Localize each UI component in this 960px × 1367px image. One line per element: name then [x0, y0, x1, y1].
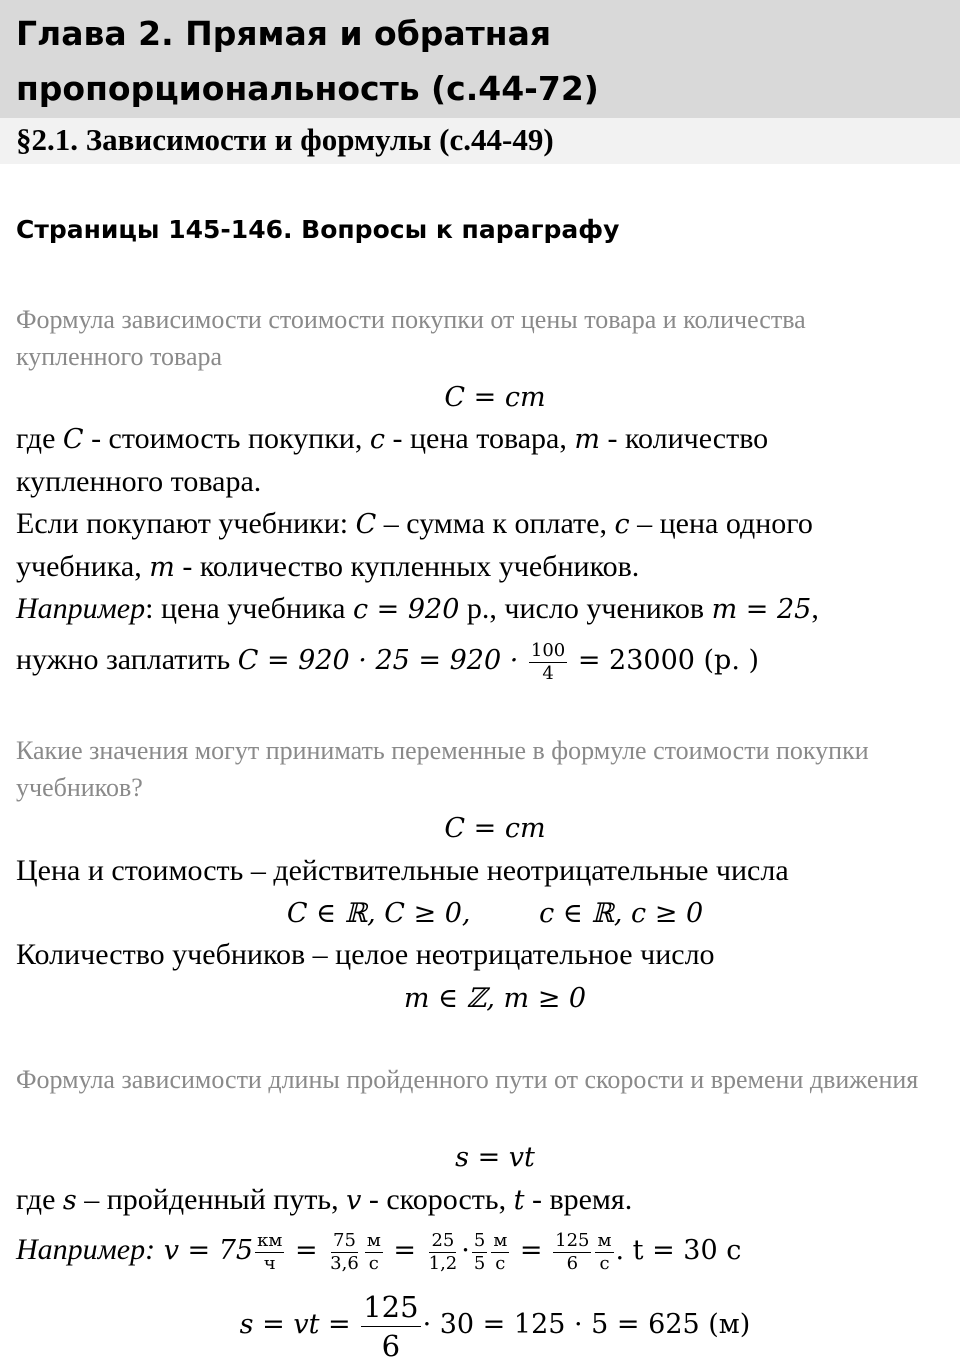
- formula-cost: C = cm: [444, 382, 546, 413]
- q2-count-text: Количество учебников – целое неотрицательное число: [16, 938, 715, 971]
- q2-count-formula: m ∈ ℤ, m ≥ 0: [403, 983, 587, 1014]
- q1-where-line: где C - стоимость покупки, c - цена товара, m - количество: [16, 422, 769, 455]
- fraction: $\frac{125}{6}$: [363, 1289, 419, 1363]
- q3-result-formula: s = vt = $\frac{125}{6}$ · 30 = 125 · 5 = 625 (м): [239, 1289, 751, 1363]
- fraction: $\frac{м}{с}$: [597, 1229, 612, 1274]
- pages-title: Страницы 145-146. Вопросы к параграфу: [16, 215, 620, 244]
- q1-textbooks-cont: учебника, m - количество купленных учебников.: [16, 550, 640, 583]
- q3-example-line: Например: v = 75 $\frac{км}{ч}$ = $\frac{75}{3,6}$ $\frac{м}{с}$ = $\frac{25}{1,2}$ · $\frac{5}{5}$ $\frac{м}{с}$ = $\frac{125}{6}$ $\frac{м}{с}$ . t = 30 с: [16, 1229, 742, 1274]
- fraction: $\frac{125}{6}$: [555, 1229, 590, 1274]
- section-header: [0, 118, 960, 164]
- q2-price-text: Цена и стоимость – действительные неотрицательные числа: [16, 854, 789, 887]
- q3-where-line: где s – пройденный путь, v - скорость, t - время.: [16, 1183, 633, 1216]
- q1-pay-line: нужно заплатить C = 920 · 25 = 920 · $\frac{100}{4}$ = 23000 (р. ): [16, 639, 760, 684]
- chapter-title: Глава 2. Прямая и обратная пропорциональность (с.44-72): [16, 14, 599, 108]
- fraction: $\frac{75}{3,6}$: [330, 1229, 359, 1274]
- fraction: $\frac{25}{1,2}$: [428, 1229, 458, 1274]
- question-2: Какие значения могут принимать переменные в формуле стоимости покупки учебников?: [16, 736, 869, 802]
- q1-where-cont: купленного товара.: [16, 465, 262, 498]
- question-1: Формула зависимости стоимости покупки от цены товара и количества купленного товара: [16, 305, 806, 371]
- fraction: $\frac{5}{5}$: [473, 1229, 486, 1274]
- formula-cost-2: C = cm: [444, 813, 546, 844]
- question-3: Формула зависимости длины пройденного пути от скорости и времени движения: [16, 1065, 919, 1094]
- fraction: $\frac{м}{с}$: [493, 1229, 508, 1274]
- fraction: $\frac{100}{4}$: [530, 639, 566, 684]
- section-title: §2.1. Зависимости и формулы (с.44-49): [16, 122, 554, 157]
- chapter-header: [0, 0, 960, 118]
- q1-textbooks-line: Если покупают учебники: C – сумма к оплате, c – цена одного: [16, 507, 813, 540]
- q1-example-line: Например: цена учебника c = 920 р., число учеников m = 25,: [16, 592, 819, 625]
- fraction: $\frac{м}{с}$: [366, 1229, 381, 1274]
- fraction: $\frac{км}{ч}$: [257, 1229, 283, 1274]
- q2-price-formula: C ∈ ℝ, C ≥ 0, c ∈ ℝ, c ≥ 0: [286, 898, 704, 929]
- formula-path: s = vt: [455, 1142, 535, 1173]
